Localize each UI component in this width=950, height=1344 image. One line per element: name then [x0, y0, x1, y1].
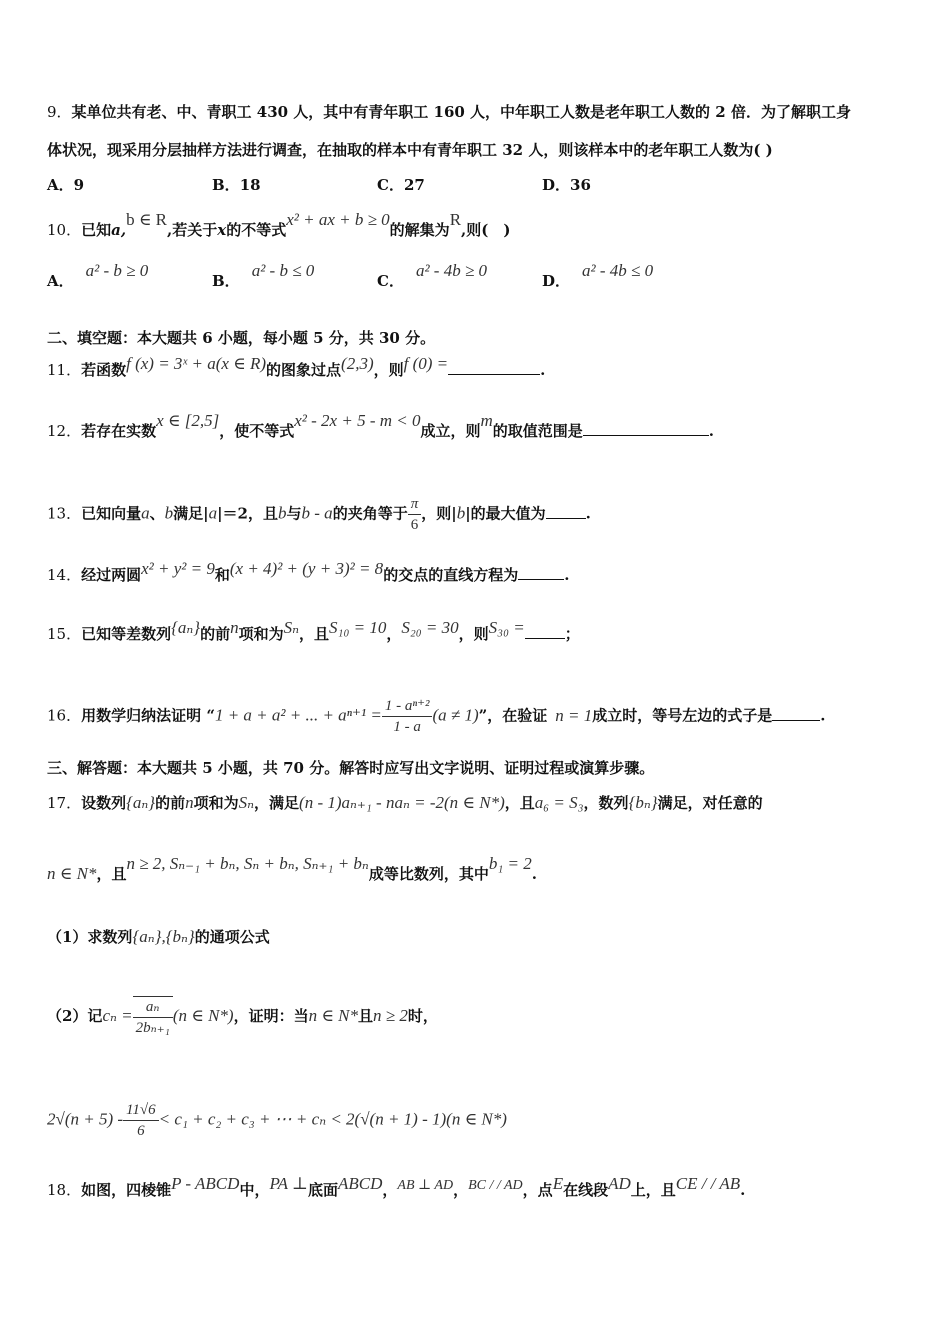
q10-options-0-label-text: A．: [47, 272, 74, 290]
q18-line: [47, 1174, 746, 1202]
q11-m1-text: f (x) = 3ˣ + a(x ∈ R): [126, 354, 267, 373]
q13-line: [47, 494, 591, 535]
q10-options-3-value-text: a² - 4b ≤ 0: [582, 261, 654, 280]
q17-cn-fraction: [133, 996, 173, 1038]
q17-p1_m2-text: {bₙ}: [165, 927, 195, 946]
q13-frac_n-text: π: [408, 494, 422, 515]
q18-t1-text: 如图，四棱锥: [81, 1181, 172, 1199]
q17-l2_t2-text: 成等比数列，其中: [368, 865, 489, 883]
q18-t2-text: 中，: [239, 1181, 270, 1199]
q14-t3-text: 的交点的直线方程为: [383, 566, 519, 584]
q14-t2-text: 和: [214, 566, 230, 584]
q10-text_d-text: 的解集为: [389, 221, 450, 239]
q13-t2-text: 、: [149, 504, 165, 523]
q10-text_e-text: ,则( ): [461, 221, 511, 239]
q13-t1-text: 已知向量: [81, 504, 142, 523]
q9-options-3-value-text: 36: [570, 176, 591, 194]
q13-t4-text: |＝2，且: [217, 504, 278, 523]
q18-t9-text: .: [740, 1181, 746, 1199]
q10-options-2-label-text: C．: [377, 272, 404, 290]
q9-options-0-value-text: 9: [73, 176, 85, 194]
q17-p1_sep-text: ,: [161, 927, 166, 946]
q17-m2-text: n: [185, 793, 194, 812]
q14-m2-text: (x + 4)² + (y + 3)² = 8: [229, 559, 384, 578]
q17-m4-text: (n - 1)aₙ₊₁ - naₙ = -2(n ∈ N*): [299, 793, 505, 812]
q13-m4-text: b: [278, 503, 287, 523]
q10-option-c: [377, 261, 488, 291]
q11-t3-text: ，则: [373, 361, 404, 379]
q11-num-text: 11．: [47, 361, 82, 379]
q12-t4-text: 的取值范围是: [492, 422, 583, 440]
q13-t3-text: 满足|: [173, 504, 209, 523]
q18-t7-text: 在线段: [563, 1181, 609, 1199]
q13-angle-fraction: [408, 494, 422, 535]
q15-t5-text: ，: [386, 625, 402, 643]
q10-var_a-text: a,: [111, 221, 127, 239]
q13-t7-text: ，则|: [421, 504, 457, 523]
q9-line1: [47, 102, 851, 122]
q14-line: [47, 559, 570, 585]
q11-t4-text: .: [540, 361, 546, 379]
section-2-heading: 二、填空题：本大题共 6 小题，每小题 5 分，共 30 分。: [47, 329, 436, 347]
q17-t2-text: 的前: [155, 794, 186, 812]
q15-m4-text: S₁₀ = 10: [329, 618, 387, 637]
q10-line: [47, 210, 511, 240]
q9-options-0-label-text: A．: [47, 176, 74, 194]
q14-answer-blank: [518, 565, 564, 580]
q10-ineq-text: x² + ax + b ≥ 0: [286, 210, 390, 229]
q17-t3-text: 项和为: [193, 794, 239, 812]
q16-frac_n-text: 1 - aⁿ⁺²: [382, 696, 433, 717]
q9-options-1-label-text: B．: [212, 176, 240, 194]
q12-t5-text: .: [708, 422, 715, 440]
q14-t4-text: .: [564, 566, 570, 584]
q17-p2_m3-text: n ∈ N*: [308, 1006, 359, 1025]
q10-math_R-text: R: [449, 210, 462, 229]
q18-m1-text: P - ABCD: [171, 1174, 240, 1193]
q17-ineq_b-text: < c₁ + c₂ + c₃ + ⋯ + cₙ < 2(√(n + 1) - 1)(n ∈ N*): [158, 1109, 507, 1129]
q13-num-text: 13．: [47, 504, 82, 523]
q12-m1-text: x ∈ [2,5]: [156, 411, 220, 430]
q9-option-b: [212, 174, 261, 195]
q16-t2-text: ”，在验证: [478, 706, 548, 725]
q12-t3-text: 成立，则: [420, 422, 481, 440]
q17-t6-text: ，数列: [583, 794, 629, 812]
q15-t3-text: 项和为: [238, 625, 284, 643]
q18-t5-text: ，: [453, 1181, 469, 1199]
q18-m6-text: E: [552, 1174, 564, 1193]
q16-answer-blank: [772, 706, 820, 721]
q10-options-1-value-text: a² - b ≤ 0: [251, 261, 315, 280]
q15-num-text: 15．: [47, 625, 82, 643]
q12-num-text: 12．: [47, 422, 82, 440]
q10-options-0-value-text: a² - b ≥ 0: [85, 261, 149, 280]
q16-t1-text: 用数学归纳法证明 “: [81, 706, 215, 725]
q13-m6-text: b: [456, 503, 466, 523]
q9-line2: [47, 140, 773, 160]
q16-t3-text: 成立时，等号左边的式子是: [592, 706, 773, 725]
q12-t2-text: ，使不等式: [219, 422, 295, 440]
q10-options-3-label-text: D．: [542, 272, 571, 290]
q15-t2-text: 的前: [200, 625, 231, 643]
q15-t6-text: ，则: [458, 625, 489, 643]
q17-p2_t1-text: ，证明：当: [233, 1007, 309, 1025]
q17-p1_t-text: 的通项公式: [194, 928, 270, 946]
q18-m3-text: ABCD: [337, 1174, 383, 1193]
q17-l2_m2-text: n ≥ 2, Sₙ₋₁ + bₙ, Sₙ + bₙ, Sₙ₊₁ + bₙ: [126, 854, 369, 873]
q10-options-1-label-text: B．: [212, 272, 240, 290]
q13-frac_d-text: 6: [410, 517, 419, 533]
q18-m5-text: BC / / AD: [468, 1178, 523, 1193]
q16-m3-text: n = 1: [555, 705, 593, 725]
q10-number: 10．: [47, 221, 82, 239]
q17-p2_m1-text: cₙ =: [102, 1006, 133, 1025]
q17-m6-text: {bₙ}: [628, 793, 658, 812]
q15-m3-text: Sₙ: [283, 618, 300, 637]
q17-t7-text: 满足，对任意的: [657, 794, 763, 812]
q9-text-1: 某单位共有老、中、青职工 430 人，其中有青年职工 160 人，中年职工人数是老年职工人数的 2 倍．为了解职工身: [71, 103, 851, 121]
q12-t1-text: 若存在实数: [81, 422, 157, 440]
q17-p2_t2-text: 且: [358, 1007, 374, 1025]
q9-option-a: [47, 174, 84, 195]
q17-p2_m4-text: n ≥ 2: [373, 1006, 408, 1025]
q15-t1-text: 已知等差数列: [81, 625, 172, 643]
q17-t1-text: 设数列: [81, 794, 127, 812]
q17-line1: [47, 793, 763, 813]
q18-t8-text: 上，且: [630, 1181, 676, 1199]
q17-num-text: 17．: [47, 794, 82, 812]
q10-options-2-value-text: a² - 4b ≥ 0: [415, 261, 488, 280]
q11-line: [47, 354, 546, 380]
q17-p2_m2-text: (n ∈ N*): [172, 1006, 234, 1025]
q15-m6-text: S₃₀ =: [488, 618, 525, 637]
q9-options-1-value-text: 18: [239, 176, 261, 194]
q16-t4-text: .: [820, 706, 826, 725]
q17-ineq-fraction: [123, 1100, 159, 1141]
q15-line: [47, 618, 580, 644]
q10-text_c-text: 的不等式: [226, 221, 287, 239]
q17-part2: [47, 996, 438, 1038]
q11-t2-text: 的图象过点: [266, 361, 342, 379]
q10-math_b-text: b ∈ R: [126, 210, 167, 229]
q15-m2-text: n: [230, 618, 239, 637]
q17-line2: [47, 854, 537, 884]
q13-t9-text: .: [585, 504, 591, 523]
q18-m8-text: CE / / AB: [675, 1174, 741, 1193]
q10-var_x-text: x: [217, 221, 227, 239]
q17-l2_t1-text: ，且: [96, 865, 127, 883]
q17-ineq_frac_d-text: 6: [137, 1123, 145, 1139]
q16-num-text: 16．: [47, 706, 82, 725]
q18-t4-text: ，: [382, 1181, 398, 1199]
q13-t6-text: 的夹角等于: [332, 504, 408, 523]
q11-m2-text: (2,3): [341, 354, 374, 373]
section-3-heading: 三、解答题：本大题共 5 小题，共 70 分。解答时应写出文字说明、证明过程或演算步骤。: [47, 759, 655, 777]
q17-ineq_a-text: 2√(n + 5) -: [47, 1109, 124, 1129]
q18-m7-text: AD: [608, 1174, 631, 1193]
q18-t3-text: 底面: [307, 1181, 338, 1199]
q12-answer-blank: [583, 421, 709, 436]
q14-m1-text: x² + y² = 9: [141, 559, 215, 578]
q17-l2_m1-text: n ∈ N*: [47, 864, 97, 883]
q9-options-3-label-text: D．: [542, 176, 571, 194]
q17-t4-text: ，满足: [254, 794, 300, 812]
q18-m2-text: PA ⊥: [269, 1174, 308, 1193]
q14-num-text: 14．: [47, 566, 82, 584]
q9-options-2-label-text: C．: [377, 176, 404, 194]
q9-number: 9．: [47, 103, 72, 121]
q13-m2-text: b: [164, 503, 174, 523]
q17-l2_t3-text: .: [531, 865, 537, 883]
q17-p2_frac_n-text: aₙ: [133, 997, 173, 1018]
q9-option-c: [377, 174, 425, 195]
q18-t6-text: ，点: [522, 1181, 553, 1199]
q17-m1-text: {aₙ}: [126, 793, 156, 812]
q17-part1: [47, 927, 270, 947]
q13-m1-text: a: [141, 503, 150, 523]
q16-line: [47, 696, 826, 737]
q10-text_a-text: 已知: [81, 221, 112, 239]
q12-m2-text: x² - 2x + 5 - m < 0: [294, 411, 421, 430]
q12-line: [47, 411, 715, 441]
q17-t5-text: ，且: [504, 794, 535, 812]
q17-ineq_frac_n-text: 11√6: [123, 1100, 159, 1121]
q9-option-d: [542, 174, 591, 195]
q11-m3-text: f (0) =: [403, 354, 449, 373]
q13-answer-blank: [546, 504, 586, 519]
q15-t4-text: ，且: [299, 625, 330, 643]
q13-t8-text: |的最大值为: [465, 504, 546, 523]
q15-t7-text: ；: [564, 625, 580, 643]
q13-m3-text: a: [208, 503, 218, 523]
q10-option-a: [47, 261, 149, 291]
q17-p1_label-text: （1）求数列: [47, 928, 133, 946]
q18-m4-text: AB ⊥ AD: [397, 1178, 454, 1193]
q13-m5-text: b - a: [301, 503, 333, 523]
q18-num-text: 18．: [47, 1181, 82, 1199]
q17-p1_m1-text: {aₙ}: [132, 927, 162, 946]
q16-m1-text: 1 + a + a² + ... + aⁿ⁺¹ =: [214, 705, 382, 725]
q16-fraction: [382, 696, 433, 737]
q10-option-b: [212, 261, 315, 291]
q13-t5-text: 与: [286, 504, 302, 523]
q17-p2_t3-text: 时，: [407, 1007, 438, 1025]
q17-m3-text: Sₙ: [238, 793, 255, 812]
q9-options-2-value-text: 27: [403, 176, 425, 194]
q17-inequality: [47, 1100, 507, 1141]
q11-answer-blank: [448, 360, 540, 375]
q17-m5-text: a₆ = S₃: [534, 793, 584, 812]
q11-t1-text: 若函数: [81, 361, 127, 379]
q10-text_b-text: ,若关于: [167, 221, 218, 239]
q17-p2_frac_d-text: 2bₙ₊₁: [135, 1020, 170, 1036]
q10-option-d: [542, 261, 654, 291]
q17-p2_label-text: （2）记: [47, 1007, 103, 1025]
q16-m2-text: (a ≠ 1): [432, 705, 479, 725]
q17-l2_m3-text: b₁ = 2: [488, 854, 532, 873]
q14-t1-text: 经过两圆: [81, 566, 142, 584]
q15-answer-blank: [525, 624, 565, 639]
q15-m5-text: S₂₀ = 30: [401, 618, 459, 637]
q9-text-2: 体状况，现采用分层抽样方法进行调查，在抽取的样本中有青年职工 32 人，则该样本中的老年职工人数为( ): [47, 141, 773, 159]
q12-m3-text: m: [480, 411, 493, 430]
q16-frac_d-text: 1 - a: [393, 719, 421, 735]
q15-m1-text: {aₙ}: [171, 618, 201, 637]
